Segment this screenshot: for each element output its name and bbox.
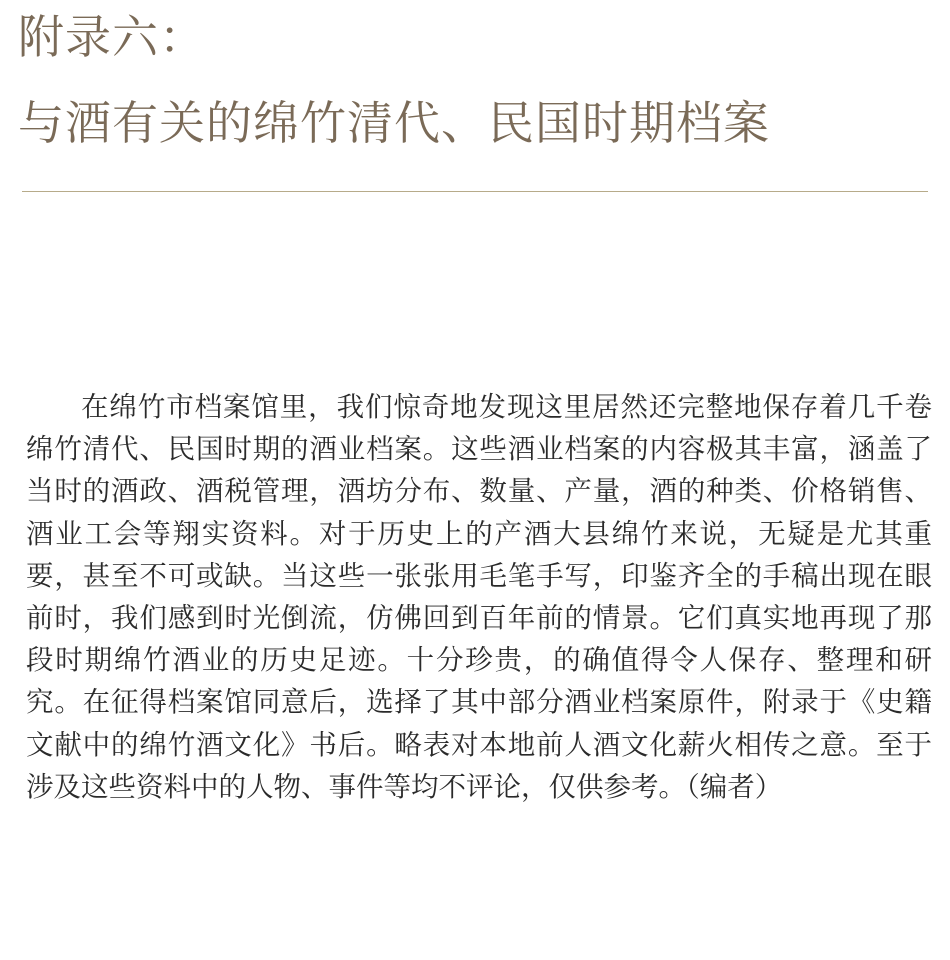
title-divider <box>22 191 928 192</box>
body-paragraph: 在绵竹市档案馆里，我们惊奇地发现这里居然还完整地保存着几千卷绵竹清代、民国时期的酒业档案。这些酒业档案的内容极其丰富，涵盖了当时的酒政、酒税管理，酒坊分布、数量、产量，酒的种类、价格销售、酒业工会等翔实资料。对于历史上的产酒大县绵竹来说，无疑是尤其重要，甚至不可或缺。当这些一张张用毛笔手写，印鉴齐全的手稿出现在眼前时，我们感到时光倒流，仿佛回到百年前的情景。它们真实地再现了那段时期绵竹酒业的历史足迹。十分珍贵，的确值得令人保存、整理和研究。在征得档案馆同意后，选择了其中部分酒业档案原件，附录于《史籍文献中的绵竹酒文化》书后。略表对本地前人酒文化薪火相传之意。至于涉及这些资料中的人物、事件等均不评论，仅供参考。（编者） <box>26 391 932 803</box>
appendix-label: 附录六： <box>18 10 206 64</box>
page-header <box>18 10 928 150</box>
page-title: 与酒有关的绵竹清代、民国时期档案 <box>18 96 770 150</box>
